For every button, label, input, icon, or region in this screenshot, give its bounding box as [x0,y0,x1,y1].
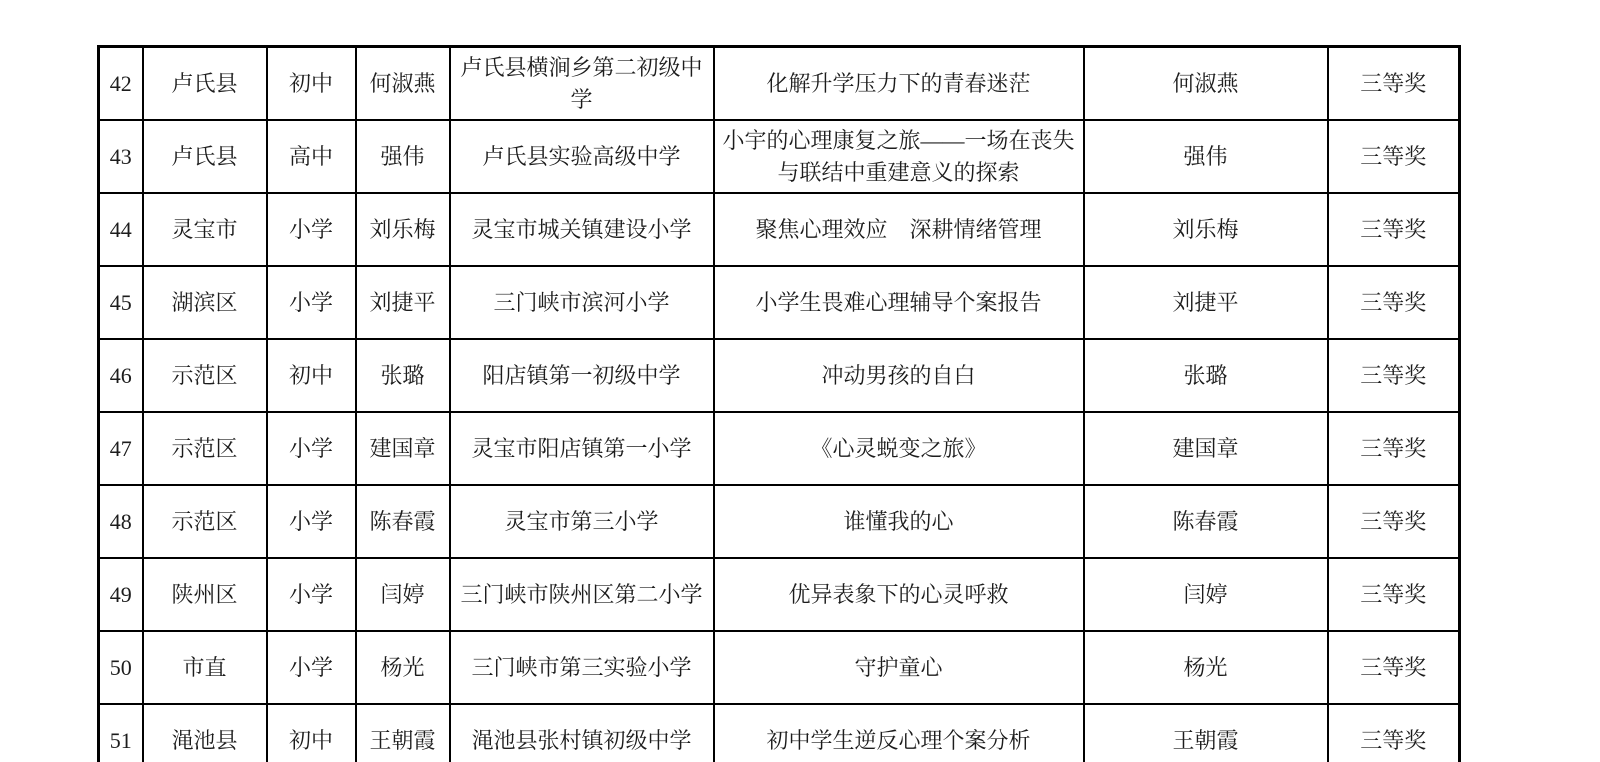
cell-district: 灵宝市 [143,193,267,266]
cell-stage: 初中 [267,704,356,762]
cell-title: 初中学生逆反心理个案分析 [714,704,1084,762]
cell-serial: 50 [99,631,143,704]
cell-author: 闫婷 [1084,558,1328,631]
table-row [99,631,1460,704]
cell-serial: 51 [99,704,143,762]
cell-award: 三等奖 [1328,412,1460,485]
cell-school: 灵宝市城关镇建设小学 [450,193,714,266]
cell-district: 示范区 [143,412,267,485]
table-row [99,193,1460,266]
cell-district: 示范区 [143,339,267,412]
cell-title: 谁懂我的心 [714,485,1084,558]
cell-title: 化解升学压力下的青春迷茫 [714,47,1084,121]
table-row [99,412,1460,485]
cell-school: 阳店镇第一初级中学 [450,339,714,412]
cell-title: 优异表象下的心灵呼救 [714,558,1084,631]
cell-teacher: 闫婷 [356,558,450,631]
cell-district: 卢氏县 [143,47,267,121]
cell-district: 陕州区 [143,558,267,631]
cell-title: 《心灵蜕变之旅》 [714,412,1084,485]
cell-district: 市直 [143,631,267,704]
table-row [99,558,1460,631]
cell-stage: 小学 [267,266,356,339]
cell-award: 三等奖 [1328,193,1460,266]
cell-author: 杨光 [1084,631,1328,704]
cell-teacher: 杨光 [356,631,450,704]
cell-award: 三等奖 [1328,704,1460,762]
cell-teacher: 建国章 [356,412,450,485]
cell-stage: 高中 [267,120,356,193]
cell-district: 卢氏县 [143,120,267,193]
cell-stage: 小学 [267,193,356,266]
table-row [99,120,1460,193]
cell-author: 陈春霞 [1084,485,1328,558]
cell-district: 渑池县 [143,704,267,762]
cell-author: 刘捷平 [1084,266,1328,339]
cell-stage: 初中 [267,339,356,412]
cell-school: 三门峡市陕州区第二小学 [450,558,714,631]
cell-stage: 小学 [267,485,356,558]
cell-school: 渑池县张村镇初级中学 [450,704,714,762]
cell-award: 三等奖 [1328,485,1460,558]
table-row [99,47,1460,121]
cell-award: 三等奖 [1328,558,1460,631]
cell-serial: 44 [99,193,143,266]
cell-school: 灵宝市阳店镇第一小学 [450,412,714,485]
cell-stage: 小学 [267,412,356,485]
cell-school: 三门峡市第三实验小学 [450,631,714,704]
table-row [99,485,1460,558]
cell-title: 小宇的心理康复之旅——一场在丧失与联结中重建意义的探索 [714,120,1084,193]
cell-author: 刘乐梅 [1084,193,1328,266]
cell-award: 三等奖 [1328,339,1460,412]
cell-stage: 小学 [267,631,356,704]
cell-award: 三等奖 [1328,266,1460,339]
cell-teacher: 王朝霞 [356,704,450,762]
cell-teacher: 刘捷平 [356,266,450,339]
cell-author: 何淑燕 [1084,47,1328,121]
cell-author: 王朝霞 [1084,704,1328,762]
table-row [99,704,1460,762]
cell-school: 卢氏县实验高级中学 [450,120,714,193]
cell-district: 湖滨区 [143,266,267,339]
cell-school: 灵宝市第三小学 [450,485,714,558]
cell-title: 小学生畏难心理辅导个案报告 [714,266,1084,339]
cell-serial: 45 [99,266,143,339]
cell-award: 三等奖 [1328,47,1460,121]
cell-serial: 42 [99,47,143,121]
cell-district: 示范区 [143,485,267,558]
cell-serial: 46 [99,339,143,412]
cell-school: 卢氏县横涧乡第二初级中学 [450,47,714,121]
cell-teacher: 何淑燕 [356,47,450,121]
cell-stage: 小学 [267,558,356,631]
award-results-table [97,45,1461,762]
cell-school: 三门峡市滨河小学 [450,266,714,339]
cell-author: 张璐 [1084,339,1328,412]
cell-award: 三等奖 [1328,631,1460,704]
cell-serial: 49 [99,558,143,631]
cell-title: 聚焦心理效应 深耕情绪管理 [714,193,1084,266]
cell-teacher: 强伟 [356,120,450,193]
cell-serial: 47 [99,412,143,485]
award-table-body [99,47,1460,762]
table-row [99,339,1460,412]
cell-serial: 48 [99,485,143,558]
cell-title: 守护童心 [714,631,1084,704]
cell-author: 建国章 [1084,412,1328,485]
cell-teacher: 张璐 [356,339,450,412]
cell-stage: 初中 [267,47,356,121]
cell-teacher: 刘乐梅 [356,193,450,266]
table-row [99,266,1460,339]
cell-award: 三等奖 [1328,120,1460,193]
cell-serial: 43 [99,120,143,193]
cell-author: 强伟 [1084,120,1328,193]
cell-title: 冲动男孩的自白 [714,339,1084,412]
cell-teacher: 陈春霞 [356,485,450,558]
